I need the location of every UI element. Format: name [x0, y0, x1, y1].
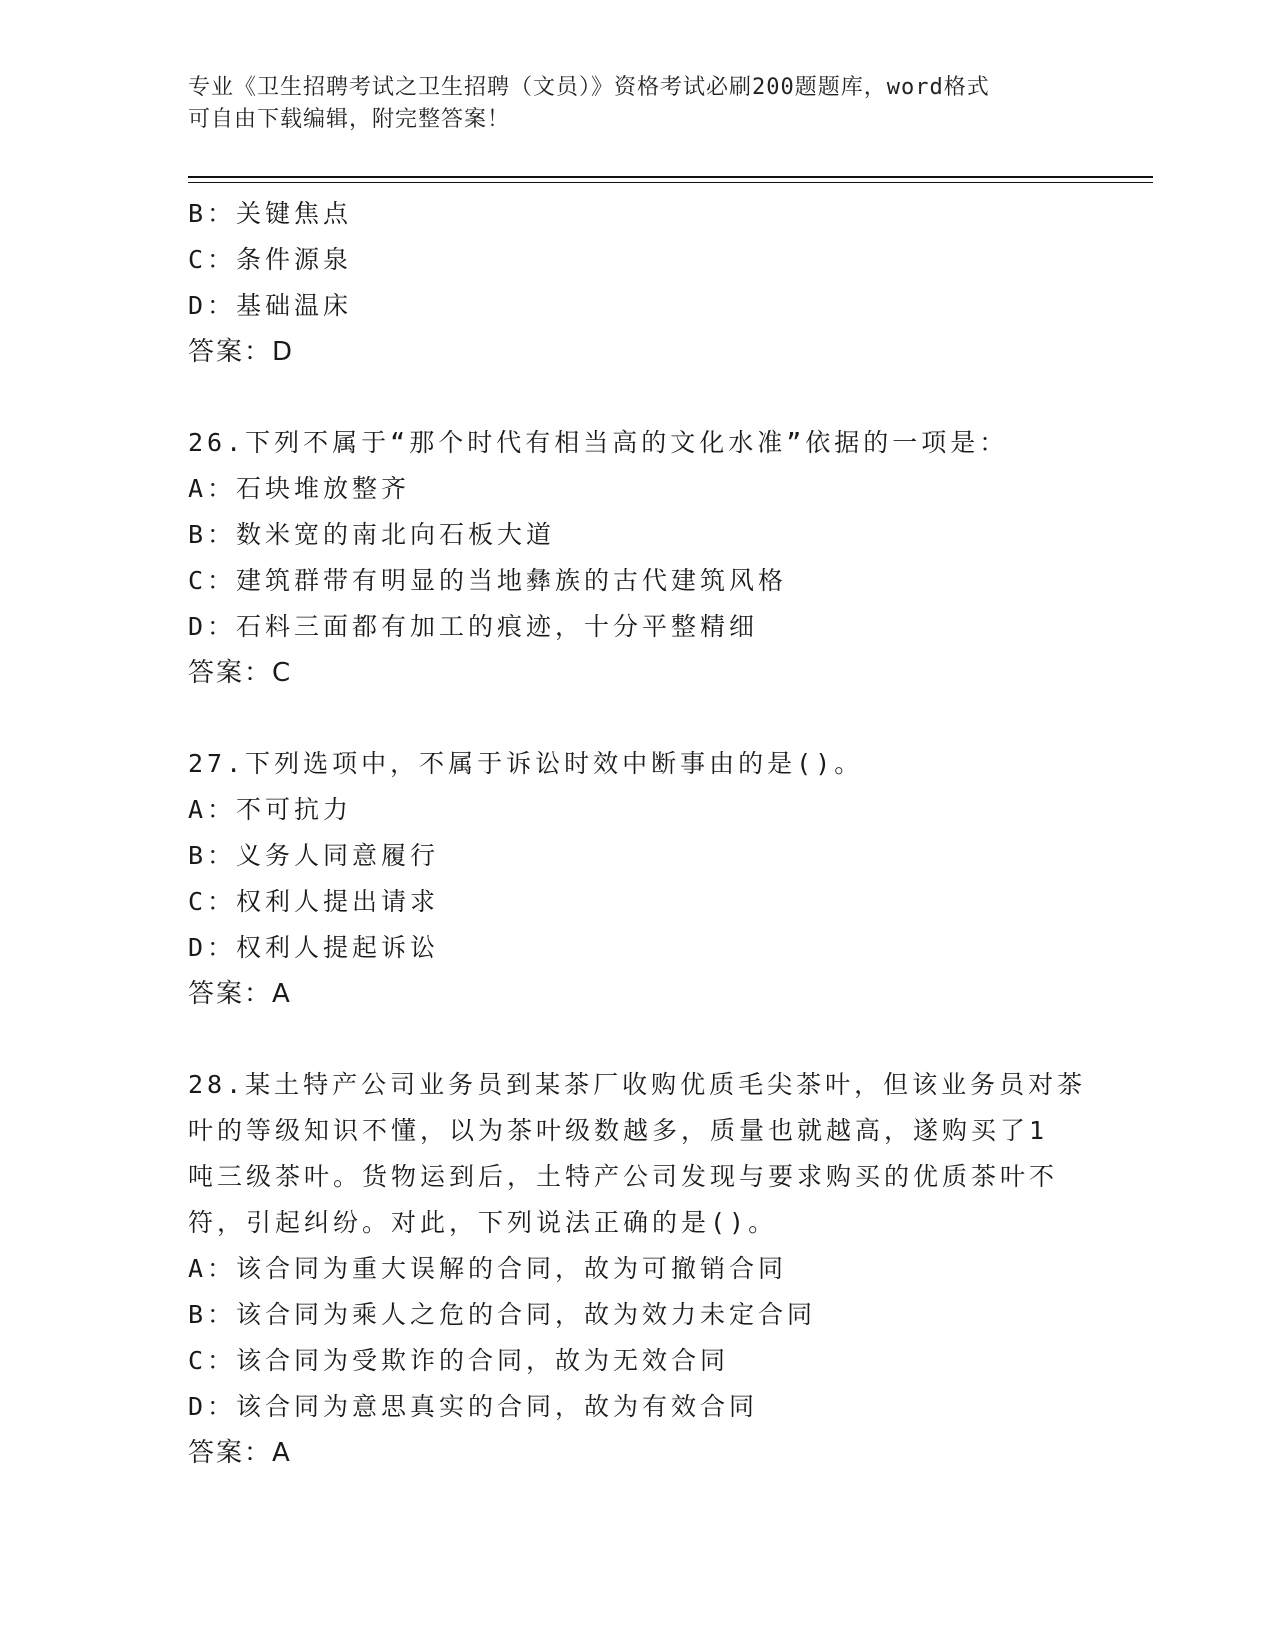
option-c: C：权利人提出请求 [188, 887, 440, 916]
option-c: C：建筑群带有明显的当地彝族的古代建筑风格 [188, 566, 788, 595]
question-26 [188, 420, 1088, 696]
document-header [188, 72, 1088, 136]
question-stem: 27.下列选项中，不属于诉讼时效中断事由的是()。 [188, 749, 864, 778]
question-stem-line: 28.某土特产公司业务员到某茶厂收购优质毛尖茶叶，但该业务员对茶 [188, 1070, 1087, 1099]
header-line-1: 专业《卫生招聘考试之卫生招聘（文员）》资格考试必刷200题题库，word格式 [188, 75, 990, 100]
question-stem-line: 符，引起纠纷。对此，下列说法正确的是()。 [188, 1208, 778, 1237]
option-b: B：义务人同意履行 [188, 841, 440, 870]
header-divider-thin [188, 182, 1153, 183]
question-27 [188, 741, 1088, 1017]
option-d: D：基础温床 [188, 291, 353, 320]
option-b: B：该合同为乘人之危的合同，故为效力未定合同 [188, 1300, 817, 1329]
answer-line: 答案：A [188, 1438, 292, 1468]
option-d: D：石料三面都有加工的痕迹，十分平整精细 [188, 612, 759, 641]
question-25-continued [188, 191, 1088, 375]
option-a: A：石块堆放整齐 [188, 474, 411, 503]
option-a: A：不可抗力 [188, 795, 353, 824]
option-c: C：该合同为受欺诈的合同，故为无效合同 [188, 1346, 730, 1375]
answer-line: 答案：A [188, 979, 292, 1009]
question-stem-line: 叶的等级知识不懂，以为茶叶级数越多，质量也就越高，遂购买了1 [188, 1116, 1049, 1145]
option-b: B：关键焦点 [188, 199, 353, 228]
header-divider-thick [188, 176, 1153, 178]
option-c: C：条件源泉 [188, 245, 353, 274]
question-stem-line: 吨三级茶叶。货物运到后，土特产公司发现与要求购买的优质茶叶不 [188, 1162, 1059, 1191]
option-b: B：数米宽的南北向石板大道 [188, 520, 556, 549]
question-stem: 26.下列不属于“那个时代有相当高的文化水准”依据的一项是： [188, 428, 1009, 457]
question-28 [188, 1062, 1088, 1476]
option-a: A：该合同为重大误解的合同，故为可撤销合同 [188, 1254, 788, 1283]
question-list [188, 191, 1088, 1476]
option-d: D：权利人提起诉讼 [188, 933, 440, 962]
answer-line: 答案：C [188, 658, 293, 688]
answer-line: 答案：D [188, 337, 295, 367]
option-d: D：该合同为意思真实的合同，故为有效合同 [188, 1392, 759, 1421]
header-line-2: 可自由下载编辑，附完整答案！ [188, 107, 511, 132]
